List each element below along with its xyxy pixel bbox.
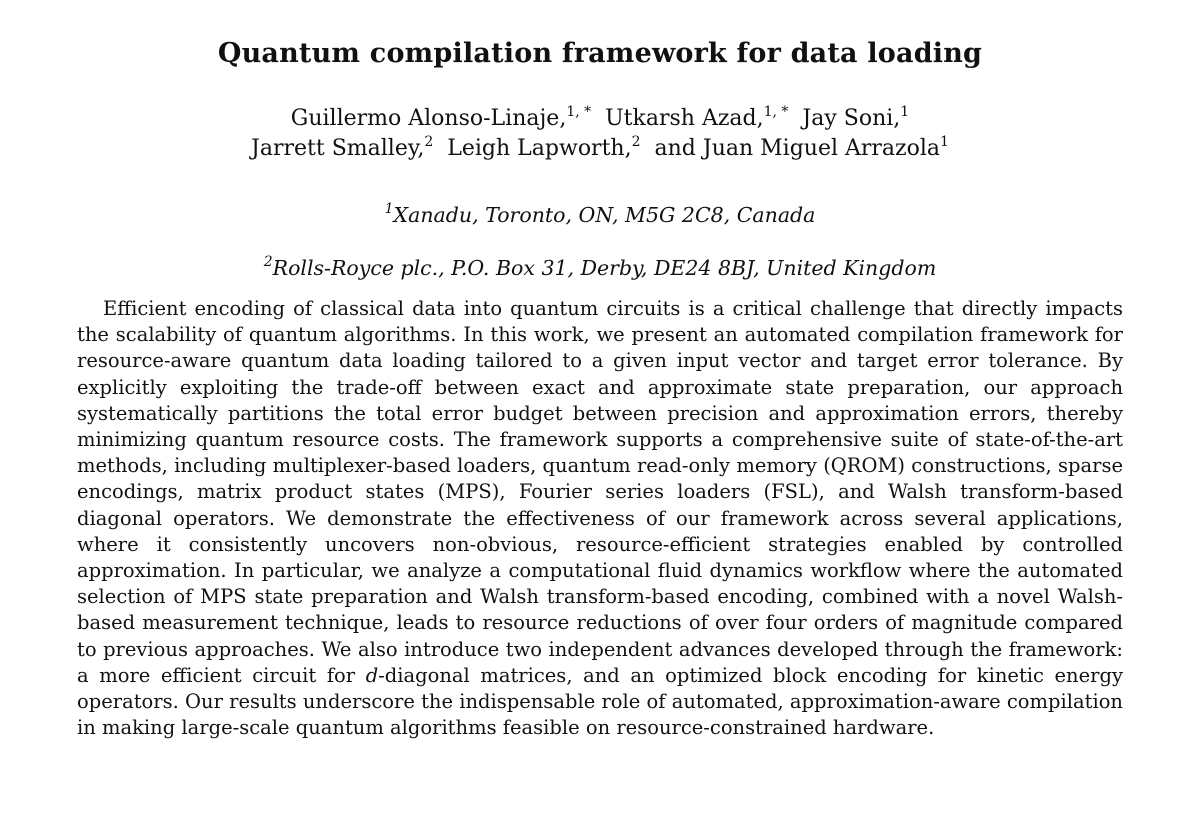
author-line-1 bbox=[0, 104, 1200, 134]
author-name: Jarrett Smalley, bbox=[251, 136, 425, 161]
affiliation-text: Xanadu, Toronto, ON, M5G 2C8, Canada bbox=[393, 203, 816, 227]
author-line-2 bbox=[0, 134, 1200, 164]
author-name: Guillermo Alonso-Linaje, bbox=[290, 106, 567, 131]
author-name: and Juan Miguel Arrazola bbox=[654, 136, 941, 161]
paper-title: Quantum compilation framework for data loading bbox=[217, 38, 983, 69]
abstract-math-d: d bbox=[365, 663, 379, 687]
abstract-text: Efficient encoding of classical data into quantum circuits is a critical challenge that directly impacts the scalability of quantum algorithms. In this work, we present an automated compilation framework for resource-aware quantum data loading tailored to a given input vector and target error tolerance. By explicitly exploiting the trade-off between exact and approximate state preparation, our approach systematically partitions the total error budget between precision and approximation errors, thereby minimizing quantum resource costs. The framework supports a comprehensive suite of state-of-the-art methods, including multiplexer-based loaders, quantum read-only memory (QROM) constructions, sparse encodings, matrix product states (MPS), Fourier series loaders (FSL), and Walsh transform-based diagonal operators. We demonstrate the effectiveness of our framework across several applications, where it consistently uncovers non-obvious, resource-efficient strategies enabled by controlled approximation. In particular, we analyze a computational fluid dynamics workflow where the automated selection of MPS state preparation and Walsh transform-based encoding, combined with a novel Walsh-based measurement technique, leads to resource reductions of over four orders of magnitude compared to previous approaches. We also introduce two independent advances developed through the framework: a more efficient circuit for bbox=[77, 297, 1123, 687]
author-affil-mark: 1, * bbox=[566, 104, 592, 120]
author-affil-mark: 1, * bbox=[763, 104, 789, 120]
author-affil-mark: 2 bbox=[631, 134, 641, 150]
author-affil-mark: 1 bbox=[900, 104, 910, 120]
abstract-text-continued: -diagonal matrices, and an optimized block encoding for kinetic energy operators. Our results underscore the indispensable role of automated, approximation-aware compilation in making large-scale quantum algorithms feasible on resource-constrained hardware. bbox=[77, 663, 1123, 740]
affiliation-text: Rolls-Royce plc., P.O. Box 31, Derby, DE24 8BJ, United Kingdom bbox=[272, 256, 937, 280]
author-name: Leigh Lapworth, bbox=[447, 136, 632, 161]
affiliation-mark: 1 bbox=[384, 201, 394, 217]
abstract bbox=[77, 296, 1123, 741]
author-list bbox=[0, 104, 1200, 164]
author-affil-mark: 1 bbox=[940, 134, 949, 150]
author-name: Utkarsh Azad, bbox=[605, 106, 764, 131]
affiliation-mark: 2 bbox=[263, 254, 273, 270]
author-name: Jay Soni, bbox=[802, 106, 901, 131]
affiliation-rolls-royce bbox=[0, 254, 1200, 282]
author-affil-mark: 2 bbox=[424, 134, 434, 150]
affiliation-xanadu bbox=[0, 201, 1200, 229]
